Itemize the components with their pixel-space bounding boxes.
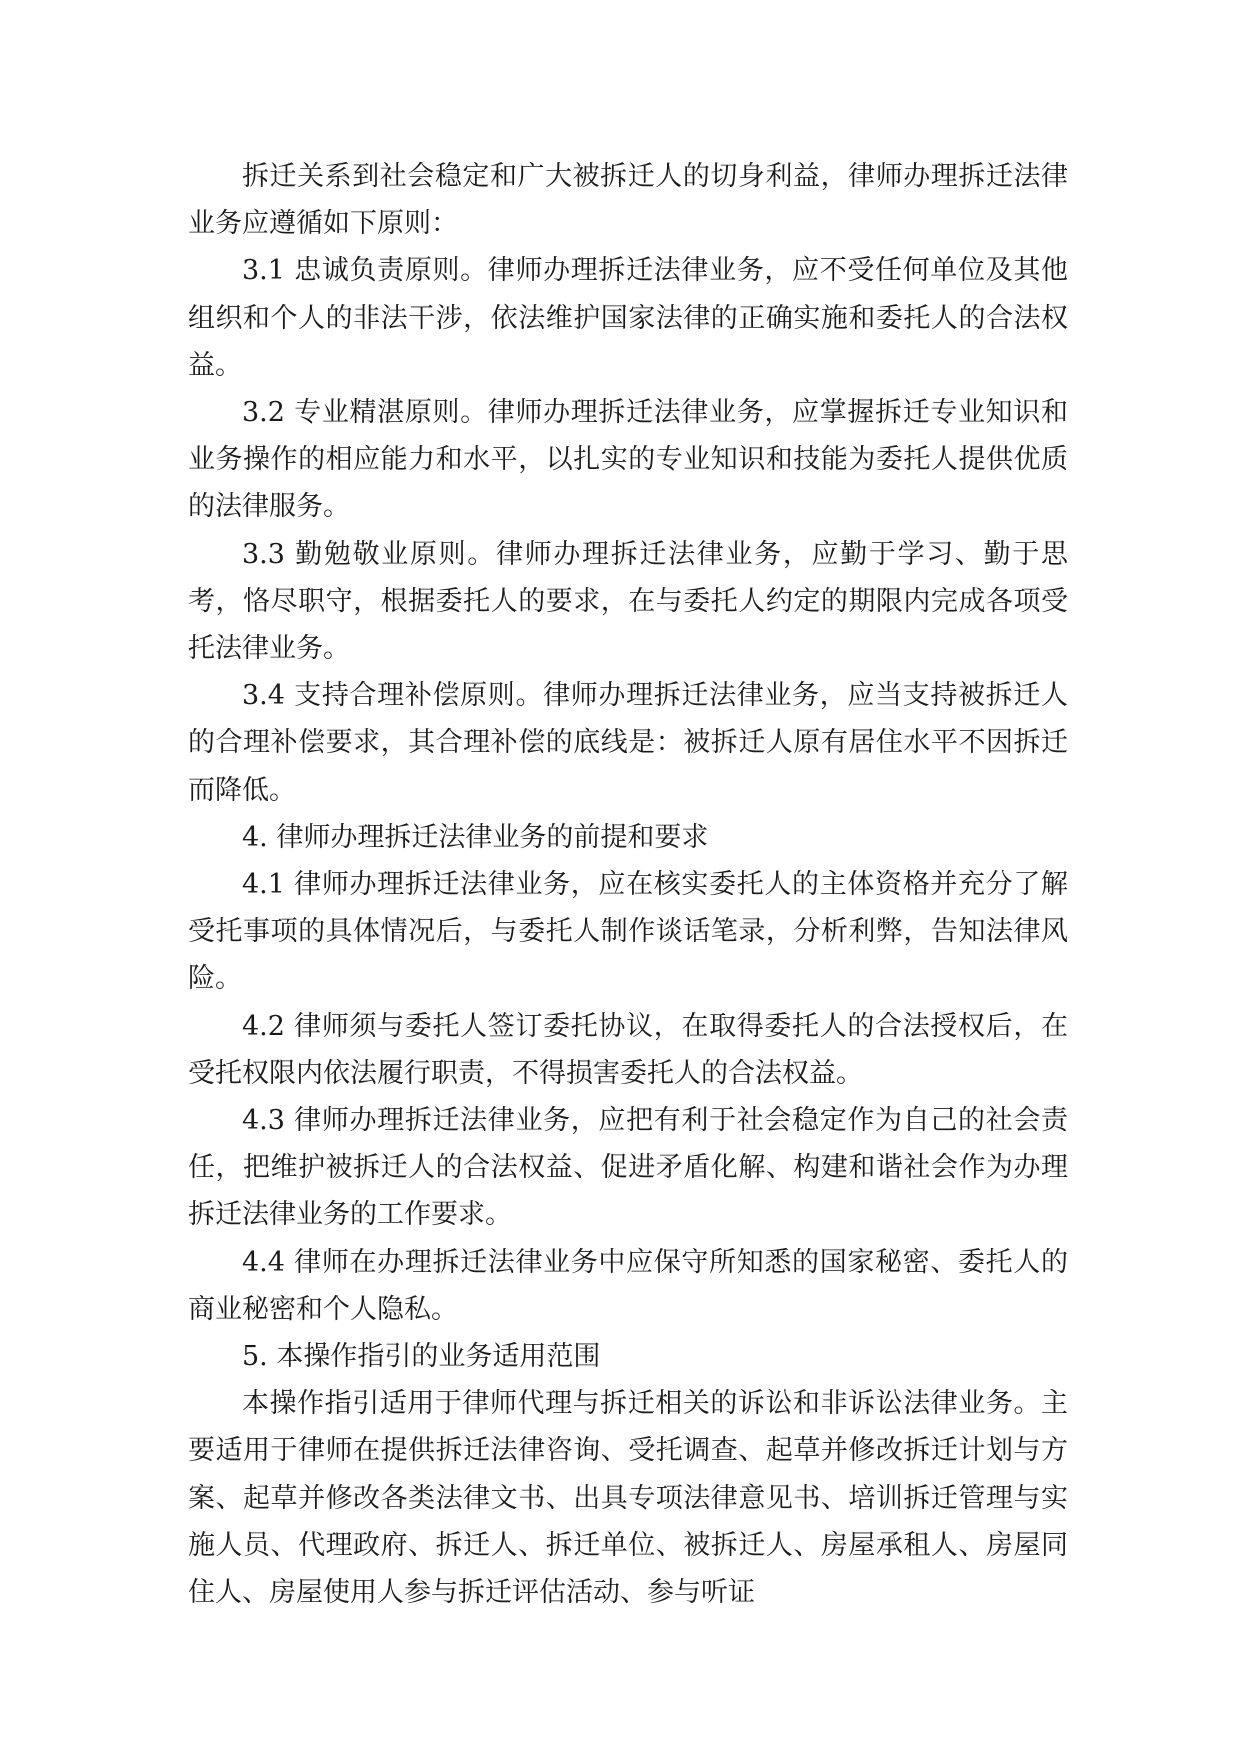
paragraph-3-4: 3.4 支持合理补偿原则。律师办理拆迁法律业务，应当支持被拆迁人的合理补偿要求，其合理补偿的底线是：被拆迁人原有居住水平不因拆迁而降低。 (188, 680, 1068, 806)
paragraph-4-3: 4.3 律师办理拆迁法律业务，应把有利于社会稳定作为自己的社会责任，把维护被拆迁人的合法权益、促进矛盾化解、构建和谐社会作为办理拆迁法律业务的工作要求。 (188, 1105, 1068, 1231)
paragraph-3-1: 3.1 忠诚负责原则。律师办理拆迁法律业务，应不受任何单位及其他组织和个人的非法干涉，依法维护国家法律的正确实施和委托人的合法权益。 (188, 255, 1068, 381)
section-heading-5: 5. 本操作指引的业务适用范围 (242, 1341, 601, 1373)
paragraph-3-2: 3.2 专业精湛原则。律师办理拆迁法律业务，应掌握拆迁专业知识和业务操作的相应能力和水平，以扎实的专业知识和技能为委托人提供优质的法律服务。 (188, 397, 1068, 523)
paragraph-intro: 拆迁关系到社会稳定和广大被拆迁人的切身利益，律师办理拆迁法律业务应遵循如下原则： (188, 161, 1068, 240)
paragraph-5-scope: 本操作指引适用于律师代理与拆迁相关的诉讼和非诉讼法律业务。主要适用于律师在提供拆迁法律咨询、受托调查、起草并修改拆迁计划与方案、起草并修改各类法律文书、出具专项法律意见书、培训拆迁管理与实施人员、代理政府、拆迁人、拆迁单位、被拆迁人、房屋承租人、房屋同住人、房屋使用人参与拆迁评估活动、参与听证 (188, 1388, 1068, 1609)
paragraph-4-1: 4.1 律师办理拆迁法律业务，应在核实委托人的主体资格并充分了解受托事项的具体情况后，与委托人制作谈话笔录，分析利弊，告知法律风险。 (188, 869, 1068, 995)
paragraph-4-2: 4.2 律师须与委托人签订委托协议，在取得委托人的合法授权后，在受托权限内依法履行职责，不得损害委托人的合法权益。 (188, 1010, 1068, 1089)
paragraph-4-4: 4.4 律师在办理拆迁法律业务中应保守所知悉的国家秘密、委托人的商业秘密和个人隐私。 (188, 1246, 1068, 1325)
document-body (188, 153, 1068, 1616)
paragraph-3-3: 3.3 勤勉敬业原则。律师办理拆迁法律业务，应勤于学习、勤于思考，恪尽职守，根据委托人的要求，在与委托人约定的期限内完成各项受托法律业务。 (188, 538, 1068, 665)
section-heading-4: 4. 律师办理拆迁法律业务的前提和要求 (242, 821, 709, 853)
